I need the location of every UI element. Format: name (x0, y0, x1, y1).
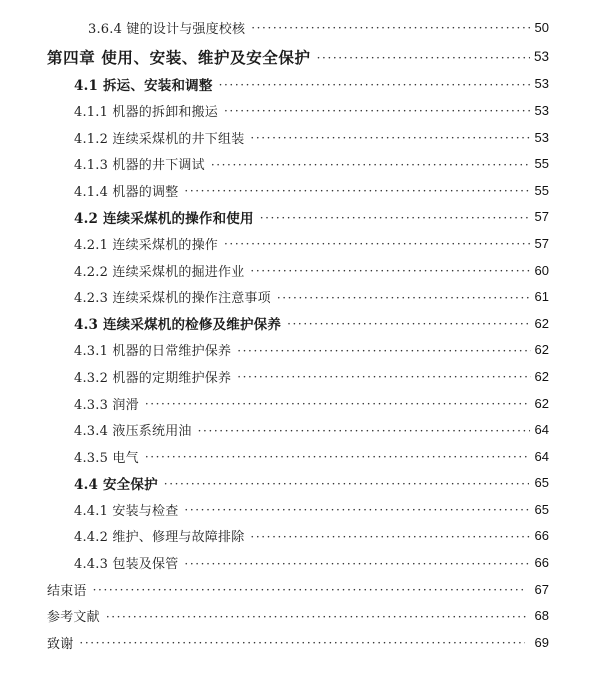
toc-leader-dots (250, 132, 530, 144)
toc-entry-4-3-2[interactable] (0, 363, 589, 390)
toc-entry-4-1-4[interactable] (0, 177, 589, 204)
toc-entry-label: 4.4.3 包装及保管 (74, 557, 179, 573)
toc-page-number: 57 (534, 209, 549, 225)
toc-page-number: 53 (533, 49, 549, 65)
toc-entry-4-3-1[interactable] (0, 337, 589, 364)
toc-entry-label: 4.2.3 连续采煤机的操作注意事项 (74, 291, 271, 307)
toc-entry-label: 4.3.5 电气 (74, 450, 139, 466)
toc-entry-label: 参考文献 (47, 610, 100, 626)
toc-leader-dots (93, 584, 526, 596)
toc-page-number: 57 (534, 235, 549, 251)
toc-page-number: 62 (534, 368, 549, 384)
toc-leader-dots (251, 22, 530, 34)
toc-page-number: 69 (534, 634, 549, 650)
toc-entry-4-2-1[interactable] (0, 230, 589, 257)
toc-entry-chapter-4[interactable] (0, 41, 589, 71)
toc-leader-dots (277, 292, 531, 304)
toc-entry-label: 4.4.2 维护、修理与故障排除 (74, 530, 245, 546)
toc-leader-dots (224, 238, 531, 250)
toc-page-number: 62 (534, 395, 549, 411)
toc-leader-dots (317, 52, 530, 64)
toc-page-number: 55 (534, 156, 549, 172)
toc-leader-dots (287, 318, 530, 330)
toc-leader-dots (184, 504, 529, 516)
toc-leader-dots (224, 105, 531, 117)
toc-entry-4-4-3[interactable] (0, 549, 589, 576)
toc-entry-label: 结束语 (47, 583, 87, 599)
toc-entry-label: 4.2 连续采煤机的操作和使用 (74, 210, 254, 227)
toc-entry-4-4-1[interactable] (0, 496, 589, 523)
toc-page-number: 65 (534, 475, 549, 491)
table-of-contents (0, 14, 589, 656)
toc-page-number: 64 (534, 422, 549, 438)
toc-entry-4-4[interactable] (0, 470, 589, 497)
toc-leader-dots (145, 398, 528, 410)
toc-entry-label: 4.3.3 润滑 (74, 397, 139, 413)
toc-entry-4-2[interactable] (0, 204, 589, 231)
toc-entry-4-4-2[interactable] (0, 523, 589, 550)
toc-page-number: 61 (534, 289, 549, 305)
toc-leader-dots (250, 265, 530, 277)
toc-page-number: 62 (534, 315, 549, 331)
toc-page-number: 53 (534, 76, 549, 92)
toc-entry-label: 4.1.4 机器的调整 (74, 184, 179, 200)
toc-entry-4-1-3[interactable] (0, 150, 589, 177)
toc-entry-label: 4.3 连续采煤机的检修及维护保养 (74, 317, 282, 334)
toc-entry-label: 4.1.1 机器的拆卸和搬运 (74, 104, 219, 120)
toc-leader-dots (250, 531, 530, 543)
toc-entry-3-6-4[interactable] (0, 14, 589, 41)
toc-page-number: 67 (534, 581, 549, 597)
toc-entry-4-1-2[interactable] (0, 124, 589, 151)
toc-page-number: 53 (534, 102, 549, 118)
toc-entry-label: 第四章 使用、安装、维护及安全保护 (47, 47, 311, 67)
toc-entry-4-2-3[interactable] (0, 283, 589, 310)
toc-page-number: 50 (534, 19, 549, 35)
toc-page-number: 65 (534, 501, 549, 517)
toc-entry-label: 4.2.2 连续采煤机的掘进作业 (74, 264, 245, 280)
toc-entry-4-3-4[interactable] (0, 416, 589, 443)
toc-leader-dots (237, 371, 530, 383)
toc-page-number: 64 (534, 448, 549, 464)
toc-entry-label: 4.1.3 机器的井下调试 (74, 158, 205, 174)
toc-entry-label: 4.4.1 安装与检查 (74, 503, 179, 519)
toc-page-number: 66 (534, 528, 549, 544)
toc-entry-4-3-5[interactable] (0, 443, 589, 470)
toc-entry-label: 致谢 (47, 636, 74, 652)
toc-page-number: 62 (534, 342, 549, 358)
toc-entry-label: 3.6.4 键的设计与强度校核 (88, 21, 246, 37)
toc-leader-dots (184, 185, 529, 197)
toc-entry-label: 4.3.1 机器的日常维护保养 (74, 344, 232, 360)
toc-leader-dots (164, 478, 529, 490)
toc-entry-label: 4.2.1 连续采煤机的操作 (74, 237, 219, 253)
toc-leader-dots (145, 451, 528, 463)
toc-entry-references[interactable] (0, 602, 589, 629)
toc-entry-label: 4.1.2 连续采煤机的井下组装 (74, 131, 245, 147)
toc-leader-dots (237, 345, 530, 357)
toc-entry-4-2-2[interactable] (0, 257, 589, 284)
toc-leader-dots (211, 159, 531, 171)
toc-entry-4-1-1[interactable] (0, 97, 589, 124)
toc-page-number: 60 (534, 262, 549, 278)
toc-leader-dots (184, 558, 529, 570)
toc-entry-acknowledgements[interactable] (0, 629, 589, 656)
toc-page-number: 53 (534, 129, 549, 145)
toc-entry-conclusion[interactable] (0, 576, 589, 603)
toc-page-number: 55 (534, 182, 549, 198)
toc-leader-dots (260, 212, 531, 224)
toc-leader-dots (198, 425, 531, 437)
toc-leader-dots (219, 79, 531, 91)
toc-entry-4-1[interactable] (0, 71, 589, 98)
toc-leader-dots (106, 611, 527, 623)
toc-entry-label: 4.4 安全保护 (74, 476, 158, 493)
toc-page-number: 68 (534, 608, 549, 624)
toc-leader-dots (79, 637, 525, 649)
toc-entry-label: 4.1 拆运、安装和调整 (74, 77, 213, 94)
toc-entry-label: 4.3.4 液压系统用油 (74, 424, 192, 440)
toc-entry-4-3[interactable] (0, 310, 589, 337)
toc-entry-label: 4.3.2 机器的定期维护保养 (74, 370, 232, 386)
toc-page-number: 66 (534, 555, 549, 571)
toc-entry-4-3-3[interactable] (0, 390, 589, 417)
